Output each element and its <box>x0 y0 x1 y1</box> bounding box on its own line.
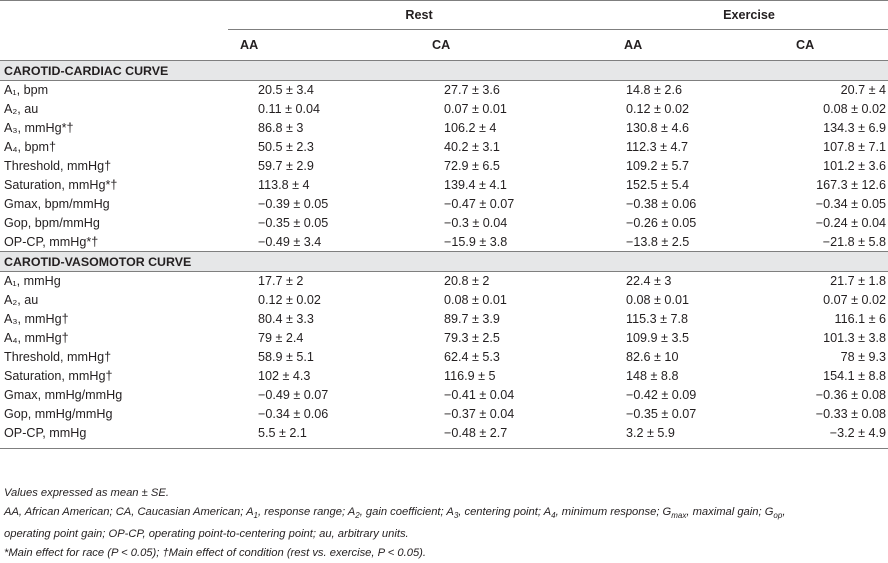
value-cell: 62.4 ± 5.3 <box>444 350 500 365</box>
value-cell: 116.9 ± 5 <box>444 368 496 383</box>
table-row <box>0 366 888 385</box>
value-cell: 0.12 ± 0.02 <box>626 102 689 117</box>
value-cell: 130.8 ± 4.6 <box>626 121 689 136</box>
value-cell: −0.48 ± 2.7 <box>444 425 508 440</box>
value-cell: 152.5 ± 5.4 <box>626 177 689 192</box>
group-header-row <box>0 1 888 30</box>
value-cell: −13.8 ± 2.5 <box>626 234 690 249</box>
value-cell: 20.5 ± 3.4 <box>258 83 314 98</box>
value-cell: 112.3 ± 4.7 <box>626 140 689 155</box>
parameter-label: A₁, bpm <box>4 83 49 98</box>
table-row <box>0 291 888 310</box>
subgroup-header-row <box>0 30 888 61</box>
table-row <box>0 100 888 119</box>
value-cell: 154.1 ± 8.8 <box>823 368 887 383</box>
value-cell: 22.4 ± 3 <box>626 274 672 289</box>
value-cell: −0.34 ± 0.05 <box>815 196 887 211</box>
value-cell: 50.5 ± 2.3 <box>258 140 314 155</box>
footnote-values: Values expressed as mean ± SE. <box>4 487 169 499</box>
value-cell: 113.8 ± 4 <box>258 177 310 192</box>
value-cell: 115.3 ± 7.8 <box>626 312 689 327</box>
value-cell: 79 ± 2.4 <box>258 331 304 346</box>
section-header-row <box>0 252 888 272</box>
value-cell: 0.07 ± 0.02 <box>823 293 887 308</box>
value-cell: 0.07 ± 0.01 <box>444 102 507 117</box>
value-cell: −0.39 ± 0.05 <box>258 196 329 211</box>
value-cell: 21.7 ± 1.8 <box>830 274 887 289</box>
value-cell: 0.08 ± 0.02 <box>823 102 887 117</box>
col-header-rest-aa: AA <box>240 38 259 52</box>
value-cell: −0.24 ± 0.04 <box>815 215 887 230</box>
value-cell: 109.9 ± 3.5 <box>626 331 689 346</box>
value-cell: 167.3 ± 12.6 <box>816 177 887 192</box>
value-cell: 79.3 ± 2.5 <box>444 331 500 346</box>
parameter-label: A₄, bpm† <box>4 140 57 155</box>
table-row <box>0 157 888 176</box>
value-cell: −0.47 ± 0.07 <box>444 196 515 211</box>
value-cell: 59.7 ± 2.9 <box>258 159 314 173</box>
parameter-label: OP-CP, mmHg <box>4 425 87 440</box>
value-cell: 20.8 ± 2 <box>444 274 490 289</box>
value-cell: −0.42 ± 0.09 <box>626 387 697 402</box>
value-cell: 14.8 ± 2.6 <box>626 83 682 98</box>
table-footnotes <box>4 484 884 563</box>
value-cell: −0.3 ± 0.04 <box>444 215 508 230</box>
parameter-label: Gmax, bpm/mmHg <box>4 196 110 211</box>
value-cell: −21.8 ± 5.8 <box>822 234 887 249</box>
value-cell: −0.49 ± 3.4 <box>258 234 322 249</box>
value-cell: −0.26 ± 0.05 <box>626 215 697 230</box>
table-row <box>0 329 888 348</box>
section-header-row <box>0 61 888 81</box>
value-cell: 58.9 ± 5.1 <box>258 350 314 365</box>
table-row <box>0 423 888 442</box>
value-cell: 0.11 ± 0.04 <box>258 102 320 117</box>
footnote-abbreviations: AA, African American; CA, Caucasian American; $A_1$, response range; $A_2$, gain coefficient; $A_3$, centering point; $A_4$, minimum response; $G_{max}$, maximal gain; $G_{op}$, operating point gain; OP-CP, operating point-to-centering point; au, arbitrary units. <box>4 505 786 541</box>
rest-group-header: Rest <box>228 1 610 30</box>
value-cell: 139.4 ± 4.1 <box>444 177 507 192</box>
value-cell: 101.2 ± 3.6 <box>823 159 887 173</box>
col-header-exercise-ca: CA <box>796 38 815 52</box>
value-cell: 82.6 ± 10 <box>626 350 679 365</box>
table-row <box>0 385 888 404</box>
value-cell: 107.8 ± 7.1 <box>823 140 887 155</box>
value-cell: −15.9 ± 3.8 <box>444 234 508 249</box>
value-cell: 3.2 ± 5.9 <box>626 425 675 440</box>
table-row <box>0 194 888 213</box>
parameter-label: A₄, mmHg† <box>4 331 69 346</box>
table-bottom-rule <box>0 442 888 449</box>
blank-header-cell <box>0 1 228 30</box>
parameter-label: A₃, mmHg*† <box>4 121 74 136</box>
table-row <box>0 232 888 251</box>
parameter-label: Gop, mmHg/mmHg <box>4 406 113 421</box>
value-cell: 0.08 ± 0.01 <box>626 293 689 308</box>
value-cell: −0.41 ± 0.04 <box>444 387 515 402</box>
table-row <box>0 404 888 423</box>
value-cell: 72.9 ± 6.5 <box>444 159 500 173</box>
value-cell: 80.4 ± 3.3 <box>258 312 314 327</box>
value-cell: 40.2 ± 3.1 <box>444 140 500 155</box>
value-cell: 20.7 ± 4 <box>840 83 887 98</box>
parameter-label: A₃, mmHg† <box>4 312 69 327</box>
parameter-label: Saturation, mmHg*† <box>4 177 118 192</box>
blank-header-cell <box>0 30 228 61</box>
table-row <box>0 272 888 291</box>
value-cell: −0.38 ± 0.06 <box>626 196 697 211</box>
value-cell: 134.3 ± 6.9 <box>823 121 887 136</box>
section-title: CAROTID-CARDIAC CURVE <box>0 61 888 81</box>
table-body <box>0 61 888 449</box>
exercise-group-header: Exercise <box>610 1 888 30</box>
parameter-label: OP-CP, mmHg*† <box>4 234 99 249</box>
parameter-label: A₁, mmHg <box>4 274 61 289</box>
value-cell: −0.37 ± 0.04 <box>444 406 515 421</box>
value-cell: 148 ± 8.8 <box>626 368 679 383</box>
value-cell: 0.12 ± 0.02 <box>258 293 321 308</box>
value-cell: −0.35 ± 0.05 <box>258 215 329 230</box>
table-row <box>0 175 888 194</box>
value-cell: 17.7 ± 2 <box>258 274 304 289</box>
table-row <box>0 119 888 138</box>
parameter-label: Gmax, mmHg/mmHg <box>4 387 123 402</box>
value-cell: 0.08 ± 0.01 <box>444 293 507 308</box>
parameter-label: A₂, au <box>4 293 39 308</box>
value-cell: 89.7 ± 3.9 <box>444 312 500 327</box>
parameter-label: Threshold, mmHg† <box>4 159 112 173</box>
value-cell: 101.3 ± 3.8 <box>823 331 887 346</box>
value-cell: −3.2 ± 4.9 <box>829 425 887 440</box>
table-row <box>0 138 888 157</box>
table-row <box>0 348 888 367</box>
value-cell: 116.1 ± 6 <box>834 312 887 327</box>
footnote-significance: *Main effect for race (P < 0.05); †Main effect of condition (rest vs. exercise, P < 0.05). <box>4 547 426 560</box>
value-cell: 102 ± 4.3 <box>258 368 311 383</box>
table-row <box>0 81 888 100</box>
parameter-label: A₂, au <box>4 102 39 117</box>
value-cell: −0.33 ± 0.08 <box>815 406 887 421</box>
parameter-label: Threshold, mmHg† <box>4 350 112 365</box>
section-title: CAROTID-VASOMOTOR CURVE <box>0 252 888 272</box>
col-header-rest-ca: CA <box>432 38 451 52</box>
value-cell: −0.36 ± 0.08 <box>815 387 887 402</box>
value-cell: 27.7 ± 3.6 <box>444 83 500 98</box>
value-cell: 106.2 ± 4 <box>444 121 497 136</box>
table-row <box>0 213 888 232</box>
col-header-exercise-aa: AA <box>624 38 643 52</box>
value-cell: 109.2 ± 5.7 <box>626 159 689 173</box>
value-cell: −0.35 ± 0.07 <box>626 406 697 421</box>
value-cell: −0.34 ± 0.06 <box>258 406 329 421</box>
value-cell: −0.49 ± 0.07 <box>258 387 329 402</box>
value-cell: 5.5 ± 2.1 <box>258 425 307 440</box>
table-row <box>0 310 888 329</box>
parameter-label: Gop, bpm/mmHg <box>4 215 100 230</box>
parameter-label: Saturation, mmHg† <box>4 368 113 383</box>
value-cell: 86.8 ± 3 <box>258 121 304 136</box>
value-cell: 78 ± 9.3 <box>840 350 887 365</box>
